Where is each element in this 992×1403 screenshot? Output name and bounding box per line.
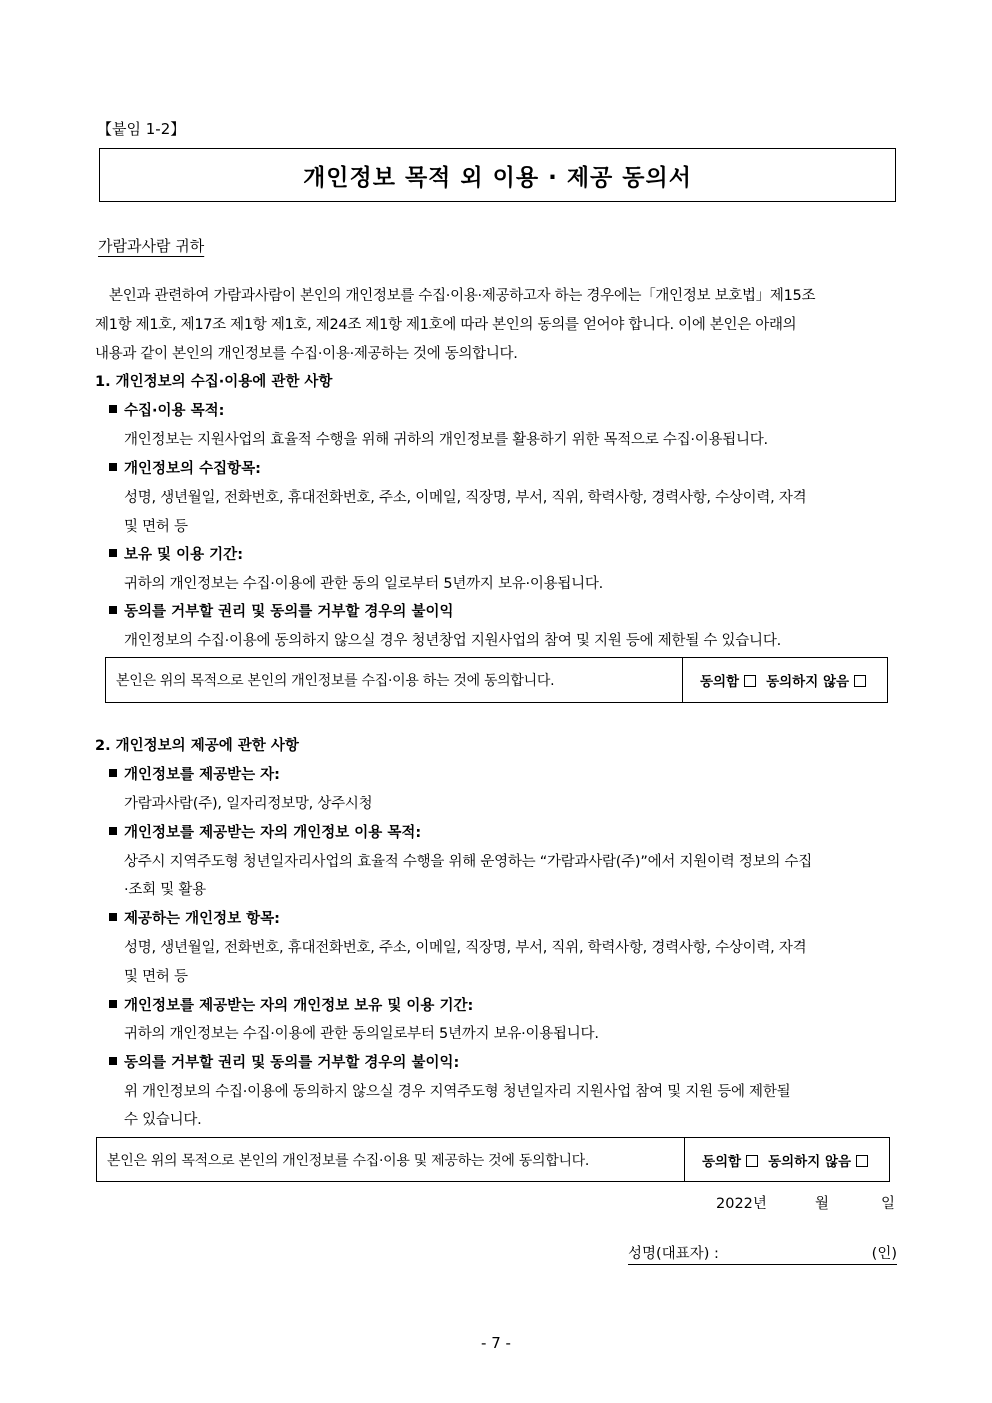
section2-item3-text-1: 성명, 생년월일, 전화번호, 휴대전화번호, 주소, 이메일, 직장명, 부서, 직위, 학력사항, 경력사항, 수상이력, 자격 <box>124 940 807 956</box>
section2-item3-label: 제공하는 개인정보 항목: <box>109 907 280 928</box>
bullet-square-icon <box>109 405 117 413</box>
section2-item2-text-1: 상주시 지역주도형 청년일자리사업의 효율적 수행을 위해 운영하는 “가람과사람(주)”에서 지원이력 정보의 수집 <box>124 854 812 870</box>
section1-disagree-option[interactable]: 동의하지 않음 <box>766 670 870 690</box>
date-day[interactable]: 일 <box>881 1196 896 1212</box>
section2-item5-label: 동의를 거부할 권리 및 동의를 거부할 경우의 불이익: <box>109 1051 459 1072</box>
section2-item2-text-2: ·조회 및 활용 <box>124 882 206 898</box>
bullet-square-icon <box>109 463 117 471</box>
section2-disagree-option[interactable]: 동의하지 않음 <box>768 1150 872 1170</box>
bullet-square-icon <box>109 827 117 835</box>
section2-agree-option[interactable]: 동의함 <box>702 1150 762 1170</box>
section2-heading: 2. 개인정보의 제공에 관한 사항 <box>95 738 299 754</box>
section2-item5-text-1: 위 개인정보의 수집·이용에 동의하지 않으실 경우 지역주도형 청년일자리 지원사업 참여 및 지원 등에 제한될 <box>124 1084 791 1100</box>
bullet-square-icon <box>109 769 117 777</box>
signature-seal: (인) <box>871 1246 897 1262</box>
section1-item4-label: 동의를 거부할 권리 및 동의를 거부할 경우의 불이익 <box>109 600 453 621</box>
section1-item1-text: 개인정보는 지원사업의 효율적 수행을 위해 귀하의 개인정보를 활용하기 위한 목적으로 수집·이용됩니다. <box>124 432 768 448</box>
attachment-label: 【붙임 1-2】 <box>97 120 186 138</box>
page-title: 개인정보 목적 외 이용 · 제공 동의서 <box>303 164 692 191</box>
section1-item1-label: 수집·이용 목적: <box>109 399 224 420</box>
intro-line-2: 제1항 제1호, 제17조 제1항 제1호, 제24조 제1항 제1호에 따라 본인의 동의를 얻어야 합니다. 이에 본인은 아래의 <box>95 317 797 333</box>
bullet-square-icon <box>109 606 117 614</box>
section2-item4-text: 귀하의 개인정보는 수집·이용에 관한 동의일로부터 5년까지 보유·이용됩니다. <box>124 1026 599 1042</box>
section1-item4-text: 개인정보의 수집·이용에 동의하지 않으실 경우 청년창업 지원사업의 참여 및 지원 등에 제한될 수 있습니다. <box>124 633 781 649</box>
section1-item3-text: 귀하의 개인정보는 수집·이용에 관한 동의 일로부터 5년까지 보유·이용됩니다. <box>124 576 604 592</box>
section2-item1-text: 가람과사람(주), 일자리정보망, 상주시청 <box>124 796 373 812</box>
recipient: 가람과사람 귀하 <box>98 237 205 255</box>
signature-line[interactable] <box>628 1242 897 1265</box>
section2-consent-box <box>96 1137 890 1182</box>
section2-item4-label: 개인정보를 제공받는 자의 개인정보 보유 및 이용 기간: <box>109 994 473 1015</box>
section1-item2-text-2: 및 면허 등 <box>124 519 188 535</box>
section2-item1-label: 개인정보를 제공받는 자: <box>109 763 280 784</box>
bullet-square-icon <box>109 549 117 557</box>
section2-item3-text-2: 및 면허 등 <box>124 969 188 985</box>
bullet-square-icon <box>109 913 117 921</box>
bullet-square-icon <box>109 1000 117 1008</box>
bullet-square-icon <box>109 1057 117 1065</box>
section2-item5-text-2: 수 있습니다. <box>124 1112 202 1128</box>
section1-consent-choices <box>683 658 887 702</box>
date-month[interactable]: 월 <box>815 1196 830 1212</box>
agree-checkbox[interactable] <box>744 675 756 687</box>
intro-line-3: 내용과 같이 본인의 개인정보를 수집·이용·제공하는 것에 동의합니다. <box>95 346 518 362</box>
section1-heading: 1. 개인정보의 수집·이용에 관한 사항 <box>95 374 333 390</box>
intro-line-1: 본인과 관련하여 가람과사람이 본인의 개인정보를 수집·이용·제공하고자 하는 경우에는「개인정보 보호법」제15조 <box>109 288 816 304</box>
section1-consent-statement: 본인은 위의 목적으로 본인의 개인정보를 수집·이용 하는 것에 동의합니다. <box>106 658 683 702</box>
section2-consent-choices <box>685 1138 889 1181</box>
section2-item2-label: 개인정보를 제공받는 자의 개인정보 이용 목적: <box>109 821 421 842</box>
section1-item2-label: 개인정보의 수집항목: <box>109 457 261 478</box>
disagree-checkbox[interactable] <box>854 675 866 687</box>
disagree-checkbox[interactable] <box>856 1155 868 1167</box>
section1-consent-box <box>105 657 888 703</box>
section1-agree-option[interactable]: 동의함 <box>700 670 760 690</box>
title-box <box>99 148 896 202</box>
page-number: - 7 - <box>481 1334 511 1352</box>
agree-checkbox[interactable] <box>746 1155 758 1167</box>
section1-item2-text-1: 성명, 생년월일, 전화번호, 휴대전화번호, 주소, 이메일, 직장명, 부서, 직위, 학력사항, 경력사항, 수상이력, 자격 <box>124 490 807 506</box>
signature-label: 성명(대표자) : <box>628 1246 719 1262</box>
section2-consent-statement: 본인은 위의 목적으로 본인의 개인정보를 수집·이용 및 제공하는 것에 동의합니다. <box>97 1138 685 1181</box>
date-year[interactable]: 2022년 <box>716 1196 767 1212</box>
section1-item3-label: 보유 및 이용 기간: <box>109 543 243 564</box>
